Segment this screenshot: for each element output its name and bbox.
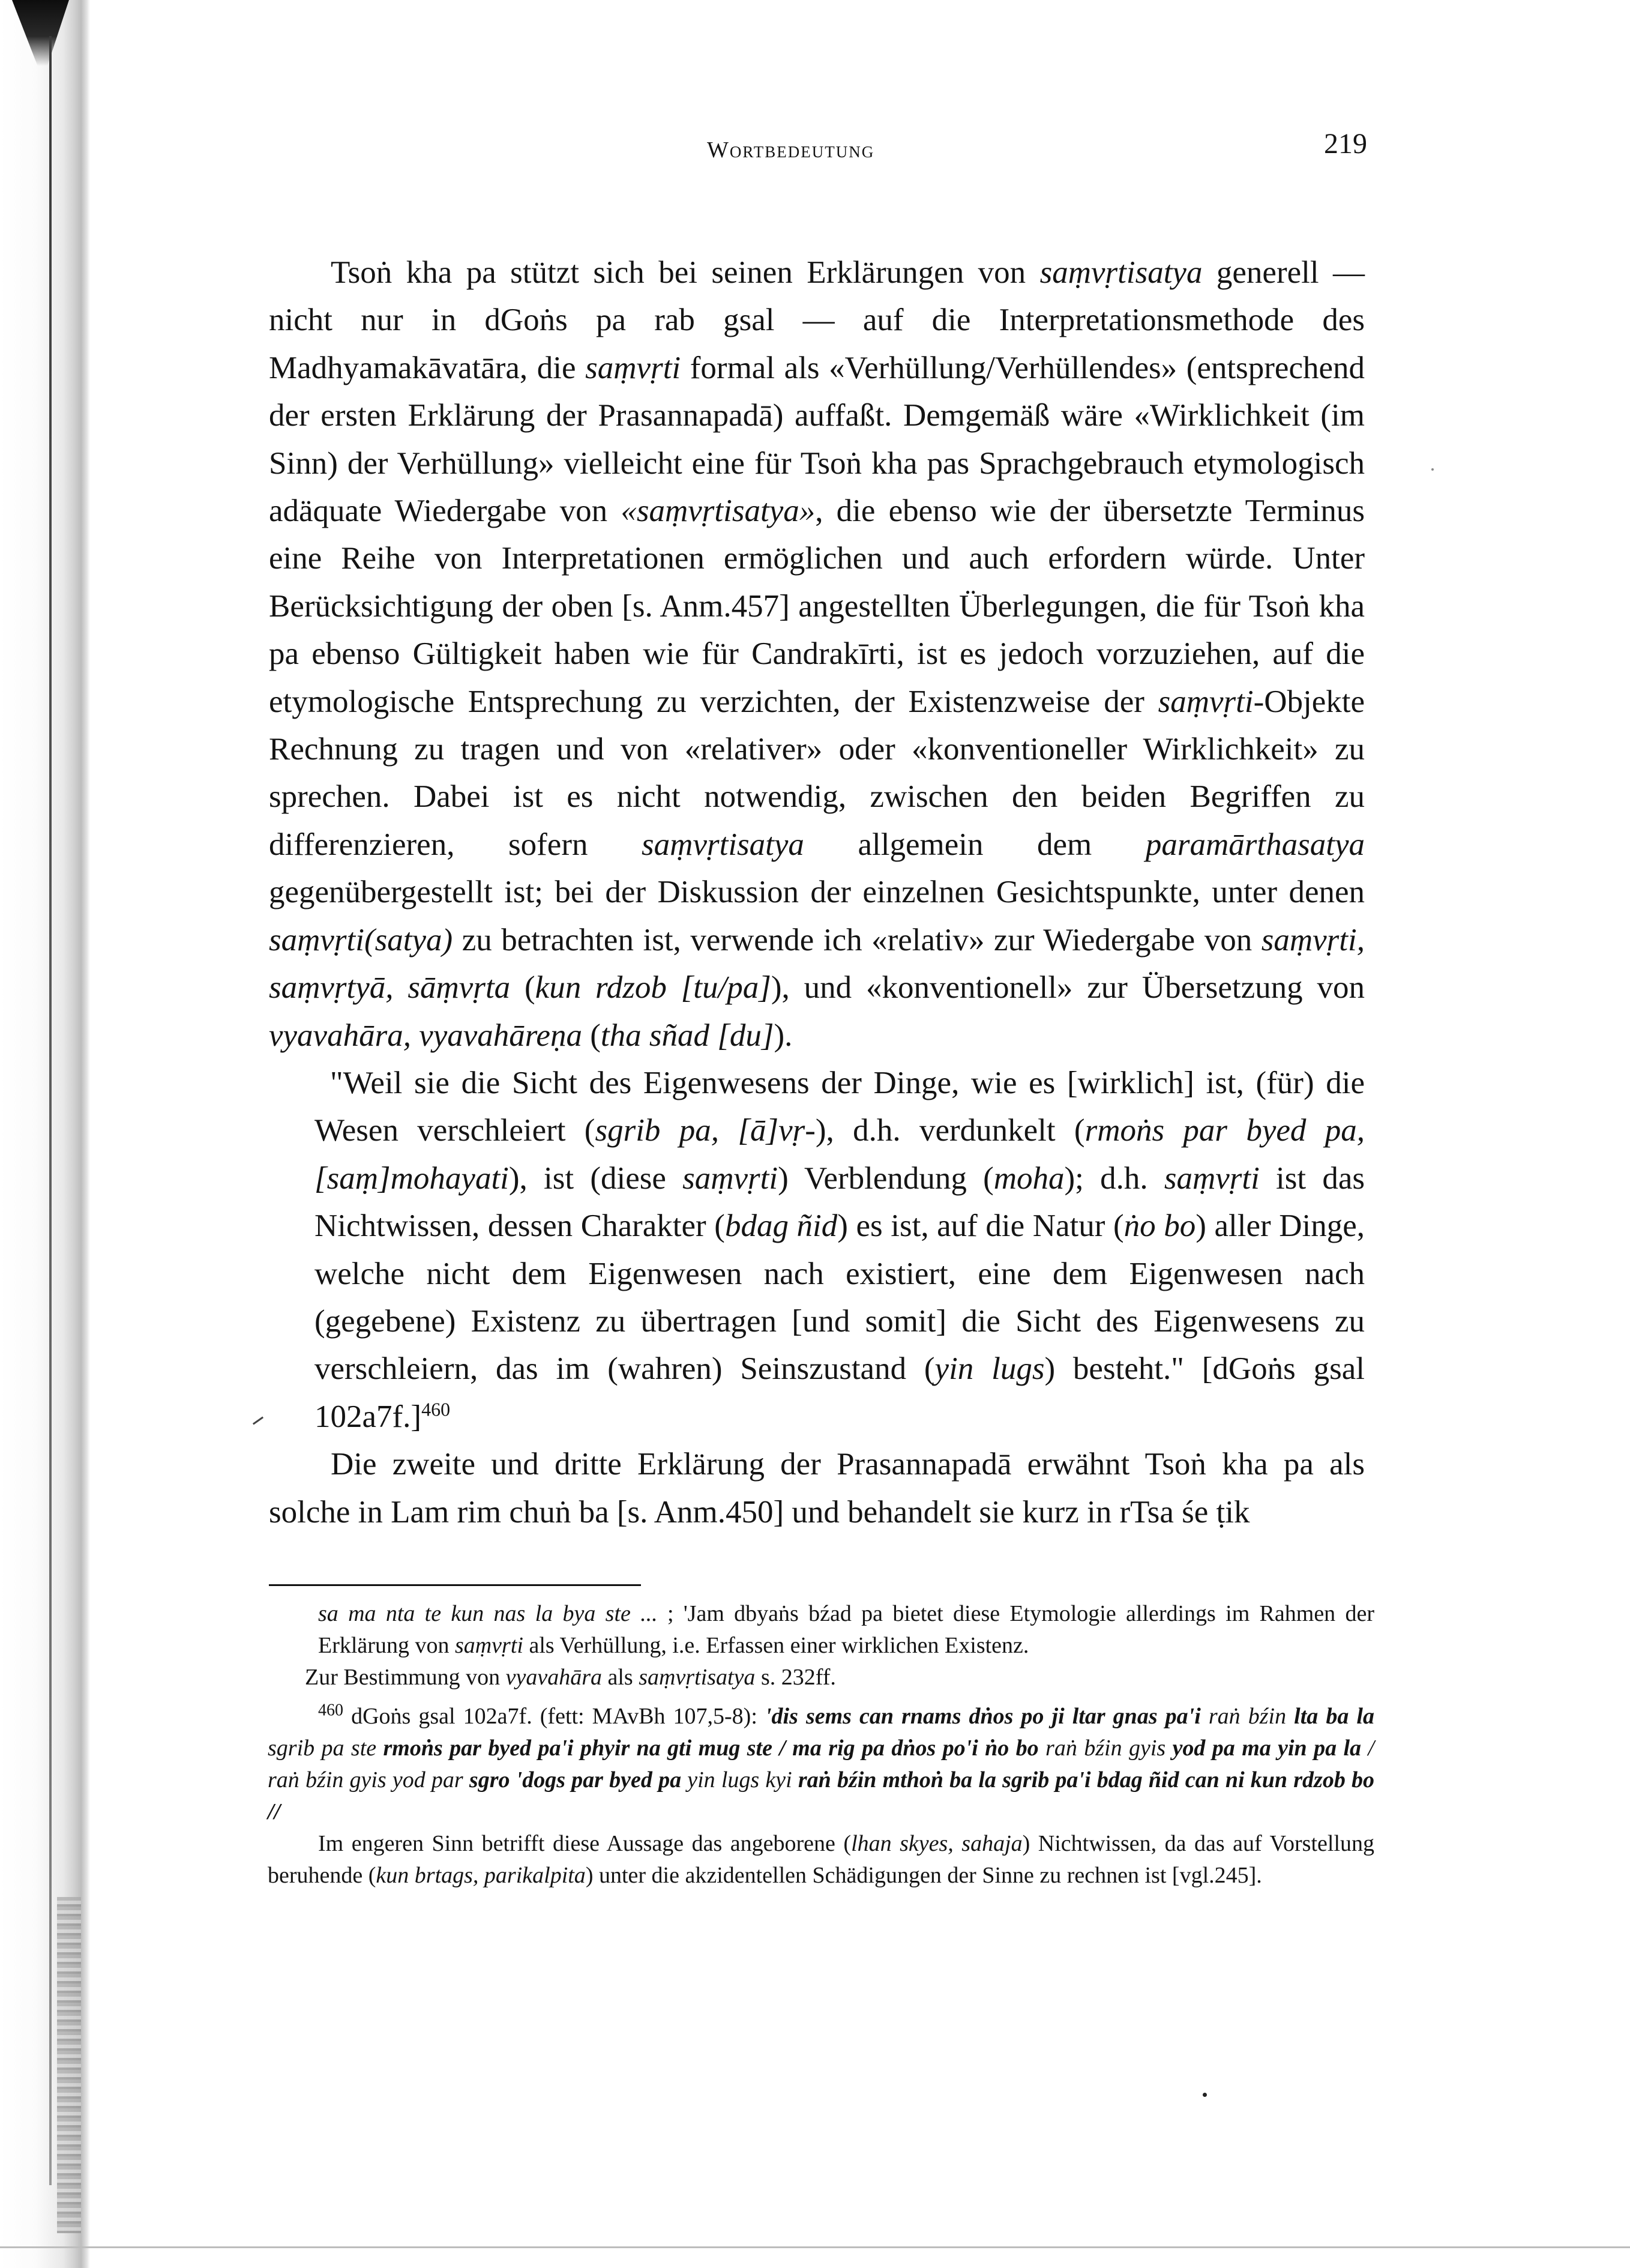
term-italic: saṃvṛti, saṃvṛtyā, sāṃvṛta [269,922,1365,1006]
term-italic: bdag ñid [724,1208,838,1244]
page-header [0,0,1630,180]
main-text [269,249,1365,1536]
term-italic: vyavahāra, vyavahāreṇa [269,1018,582,1053]
term-italic: lhan skyes, sahaja [851,1831,1023,1856]
text-run: ) unter die akzidentellen Schädigungen der Sinne zu rechnen ist [vgl.245]. [585,1863,1262,1888]
term-italic: saṃvṛti [454,1633,523,1658]
page-bottom-edge [0,2246,1630,2248]
text-run: ), ist (diese [508,1160,683,1196]
term-italic: paramārthasatya [1145,827,1365,862]
footnotes [268,1598,1375,1892]
term-italic: sgrib pa, [ā]vṛ- [595,1113,816,1148]
term-italic: saṃvṛti [585,350,681,385]
text-run: ) Nichtwissen, da das auf Vorstellung beruhende ( [268,1831,1374,1888]
text-run: "Weil sie die Sicht des Eigenwesens der Dinge, wie es [wirklich] ist, (für) die Wesen verschleiert ( [314,1065,1365,1148]
term-italic: saṃvṛtisatya [1039,255,1203,290]
term-italic: moha [993,1160,1065,1196]
term-italic: rmoṅs par byed pa, [saṃ]mohayati [314,1113,1365,1196]
page-number: 219 [1324,128,1367,160]
text-run: allgemein dem [804,827,1146,862]
term-italic: saṃvṛti [1164,1160,1260,1196]
text-run: generell — nicht nur in dGoṅs pa rab gsal — auf die Interpretationsmethode des Madhyamakāvatāra, die [269,255,1365,385]
book-spine-shadow [0,0,90,2268]
tibetan-italic: / raṅ bźin gyis yod par [268,1736,1374,1793]
text-run: ) es ist, auf die Natur ( [837,1208,1124,1244]
text-run: s. 232ff. [755,1665,836,1690]
text-run: ( [510,970,535,1006]
footnote-460 [268,1701,1374,1828]
text-run: Zur Bestimmung von [305,1665,506,1690]
tibetan-italic: sgrib pa ste [268,1736,383,1761]
tibetan-bold: 'dis sems can rnams dṅos po ji ltar gnas pa'i [765,1704,1201,1729]
binding-texture [57,1897,81,2233]
scan-speck [1431,468,1434,471]
running-head: Wortbedeutung [707,137,875,163]
term-italic: yin lugs [934,1351,1045,1387]
tibetan-bold: yod pa ma yin pa la [1172,1736,1362,1761]
tibetan-italic: yin lugs kyi [681,1767,798,1793]
text-run: zu betrachten ist, verwende ich «relativ» zur Wiedergabe von [453,922,1262,958]
text-run: -Objekte Rechnung zu tragen und von «relativer» oder «konventioneller Wirklichkeit» zu sprechen. Dabei ist es nicht notwendig, zwischen den beiden Begriffen zu differenzieren, sofern [269,684,1365,862]
text-run: ), und «konventionell» zur Übersetzung von [771,970,1365,1006]
term-italic: ṅo bo [1123,1208,1196,1244]
text-run: ( [582,1018,601,1053]
paragraph-2: Die zweite und dritte Erklärung der Prasannapadā erwähnt Tsoṅ kha pa als solche in Lam rim chuṅ ba [s. Anm.450] und behandelt sie kurz in rTsa śe ṭik [269,1447,1365,1530]
tibetan-bold: rmoṅs par byed pa'i phyir na gti mug ste / ma rig pa dṅos po'i ṅo bo [383,1736,1039,1761]
text-run: ); d.h. [1064,1160,1164,1196]
text-run: ist das Nichtwissen, dessen Charakter ( [314,1160,1365,1244]
paragraph-1 [269,249,1365,1060]
margin-pencil-mark [253,1417,263,1425]
footnote-rule [269,1584,641,1586]
footnote-ref-460[interactable]: 460 [421,1398,451,1420]
text-run: , die ebenso wie der übersetzte Terminus eine Reihe von Interpretationen ermöglichen und auch erfordern würde. Unter Berücksichtigung der oben [s. Anm.457] angestellten Überlegungen, die für Tsoṅ kha pa ebenso Gültigkeit haben wie für Candrakīrti, ist es jedoch vorzuziehen, auf die etymologische Entsprechung zu verzichten, der Existenzweise der [269,493,1365,719]
text-run: ) Verblendung ( [778,1160,994,1196]
term-italic: saṃvṛti [1158,684,1254,719]
term-italic: saṃvṛtisatya [639,1665,756,1690]
footnote-continuation [318,1598,1374,1662]
tibetan-italic: raṅ bźin gyis [1038,1736,1173,1761]
tibetan-bold: raṅ bźin mthoṅ ba la sgrib pa'i bdag ñid can ni kun rdzob bo // [268,1767,1375,1824]
scan-speck [1203,2093,1207,2097]
text-run: Tsoṅ kha pa stützt sich bei seinen Erklärungen von [331,255,1040,290]
text-run: gegenübergestellt ist; bei der Diskussion der einzelnen Gesichtspunkte, unter denen [269,875,1365,910]
term-italic: sa ma nta te kun nas la bya ste ... [318,1601,658,1626]
text-run: als Verhüllung, i.e. Erfassen einer wirklichen Existenz. [523,1633,1029,1658]
term-italic: saṃvṛti(satya) [269,922,453,958]
term-italic: vyavahāra [505,1665,602,1690]
tibetan-italic: raṅ bźin [1200,1704,1295,1729]
text-run: Im engeren Sinn betrifft diese Aussage das angeborene ( [318,1831,852,1856]
text-run: ) besteht." [dGoṅs gsal 102a7f.] [314,1351,1365,1434]
text-run: ; 'Jam dbyaṅs bźad pa bietet diese Etymologie allerdings im Rahmen der Erklärung von [318,1601,1374,1658]
tibetan-bold: lta ba la [1294,1704,1374,1729]
term-italic: tha sñad [du] [600,1018,774,1053]
text-run: ) aller Dinge, welche nicht dem Eigenwesen nach existiert, eine dem Eigenwesen nach (gegebene) Existenz zu übertragen [und somit] die Sicht des Eigenwesens zu verschleiern, das im (wahren) Seinszustand ( [314,1208,1365,1387]
footnote-number: 460 [318,1701,343,1720]
term-italic: saṃvṛtisatya [642,827,804,862]
text-run: dGoṅs gsal 102a7f. (fett: MAvBh 107,5-8): [343,1704,765,1729]
block-quote [314,1060,1365,1441]
text-run: ). [774,1018,793,1053]
text-run: formal als «Verhüllung/Verhüllendes» (entsprechend der ersten Erklärung der Prasannapadā) auffaßt. Demgemäß wäre «Wirklichkeit (im Sinn) der Verhüllung» vielleicht eine für Tsoṅ kha pas Sprachgebrauch etymologisch adäquate Wiedergabe von [269,350,1365,529]
tibetan-bold: sgro 'dogs par byed pa [469,1767,682,1793]
text-run: als [602,1665,639,1690]
footnote-460-note [268,1828,1374,1892]
term-italic: «saṃvṛtisatya» [621,493,816,529]
term-italic: saṃvṛti [682,1160,778,1196]
margin-rule [49,36,52,2185]
term-italic: kun rdzob [tu/pa] [535,970,771,1006]
term-italic: kun brtags, parikalpita [376,1863,586,1888]
text-run: ), d.h. verdunkelt ( [815,1113,1085,1148]
footnote-continuation-2 [305,1662,1374,1693]
